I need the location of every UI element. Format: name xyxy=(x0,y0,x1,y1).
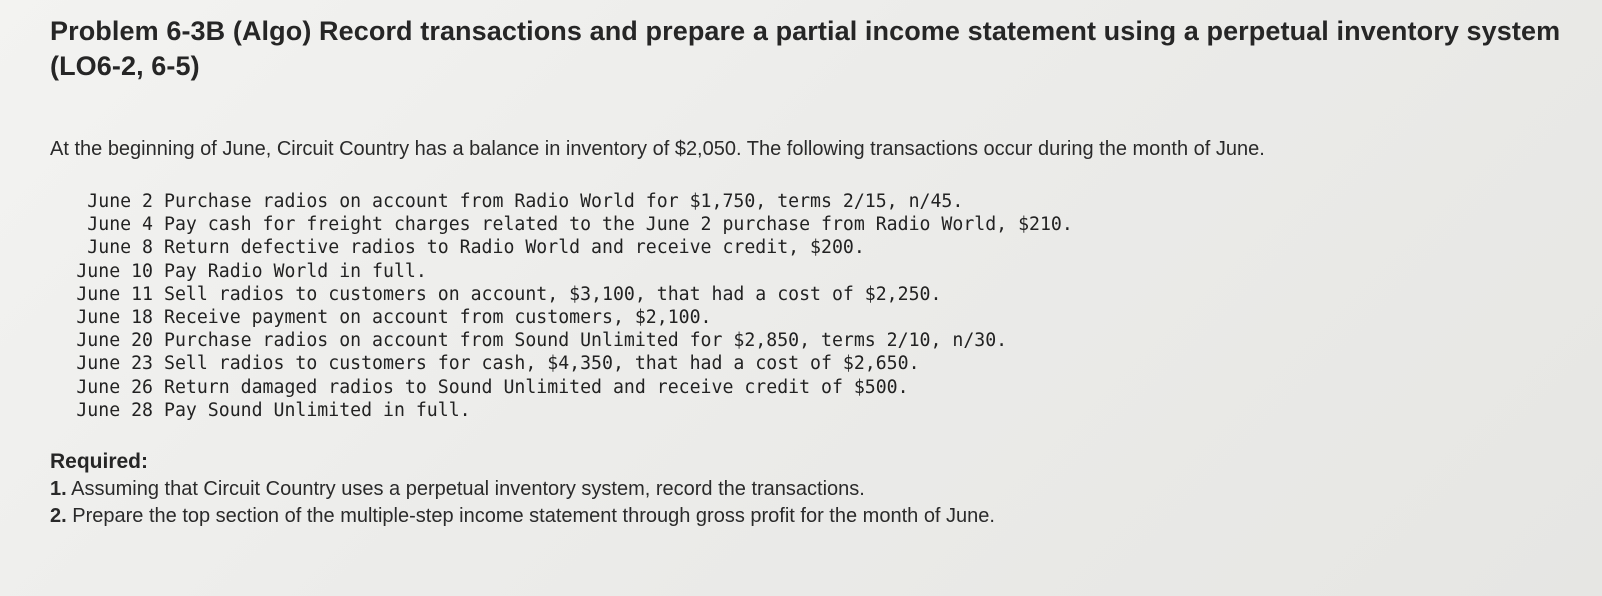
required-item xyxy=(50,503,1570,530)
problem-page xyxy=(50,14,1570,530)
problem-intro: At the beginning of June, Circuit Country has a balance in inventory of $2,050. The following transactions occur during the month of June. xyxy=(50,138,1265,160)
transaction-description: Pay Radio World in full. xyxy=(164,260,427,282)
transaction-row xyxy=(50,352,1570,375)
required-item-number: 1. xyxy=(50,478,67,501)
required-section xyxy=(50,448,1570,530)
required-item-number: 2. xyxy=(50,505,67,528)
problem-title: Problem 6-3B (Algo) Record transactions and prepare a partial income statement using a perpetual inventory system (LO6-2, 6-5) xyxy=(50,16,1561,81)
transaction-date: June 4 xyxy=(87,214,153,236)
transaction-list xyxy=(50,190,1570,422)
transaction-date: June 18 xyxy=(76,307,153,329)
transaction-row xyxy=(50,306,1570,329)
transaction-row xyxy=(50,329,1570,352)
required-item-text: Prepare the top section of the multiple-step income statement through gross profit for the month of June. xyxy=(72,505,995,528)
transaction-row xyxy=(50,213,1570,236)
transaction-row xyxy=(50,376,1570,399)
transaction-description: Pay Sound Unlimited in full. xyxy=(164,399,471,421)
transaction-date: June 28 xyxy=(76,399,153,421)
transaction-date: June 20 xyxy=(76,330,153,352)
transaction-description: Pay cash for freight charges related to the June 2 purchase from Radio World, $210. xyxy=(164,214,1073,236)
transaction-description: Receive payment on account from customers, $2,100. xyxy=(164,307,712,329)
transaction-row xyxy=(50,399,1570,422)
transaction-row xyxy=(50,260,1570,283)
transaction-date: June 26 xyxy=(76,376,153,398)
transaction-date: June 23 xyxy=(76,353,153,375)
transaction-description: Purchase radios on account from Sound Unlimited for $2,850, terms 2/10, n/30. xyxy=(164,330,1008,352)
transaction-description: Return defective radios to Radio World and receive credit, $200. xyxy=(164,237,865,259)
transaction-description: Purchase radios on account from Radio World for $1,750, terms 2/15, n/45. xyxy=(164,191,964,212)
required-item xyxy=(50,476,1570,503)
transaction-description: Return damaged radios to Sound Unlimited and receive credit of $500. xyxy=(164,376,909,398)
transaction-row xyxy=(50,190,1570,213)
transaction-description: Sell radios to customers for cash, $4,350, that had a cost of $2,650. xyxy=(164,353,920,375)
transaction-row xyxy=(50,236,1570,259)
transaction-date: June 8 xyxy=(87,237,153,259)
transaction-description: Sell radios to customers on account, $3,100, that had a cost of $2,250. xyxy=(164,283,942,305)
required-item-text: Assuming that Circuit Country uses a perpetual inventory system, record the transactions. xyxy=(71,478,865,501)
transaction-row xyxy=(50,283,1570,306)
transaction-date: June 2 xyxy=(87,191,153,212)
required-heading: Required: xyxy=(50,450,149,474)
transaction-date: June 10 xyxy=(76,260,153,282)
transaction-date: June 11 xyxy=(76,283,153,305)
